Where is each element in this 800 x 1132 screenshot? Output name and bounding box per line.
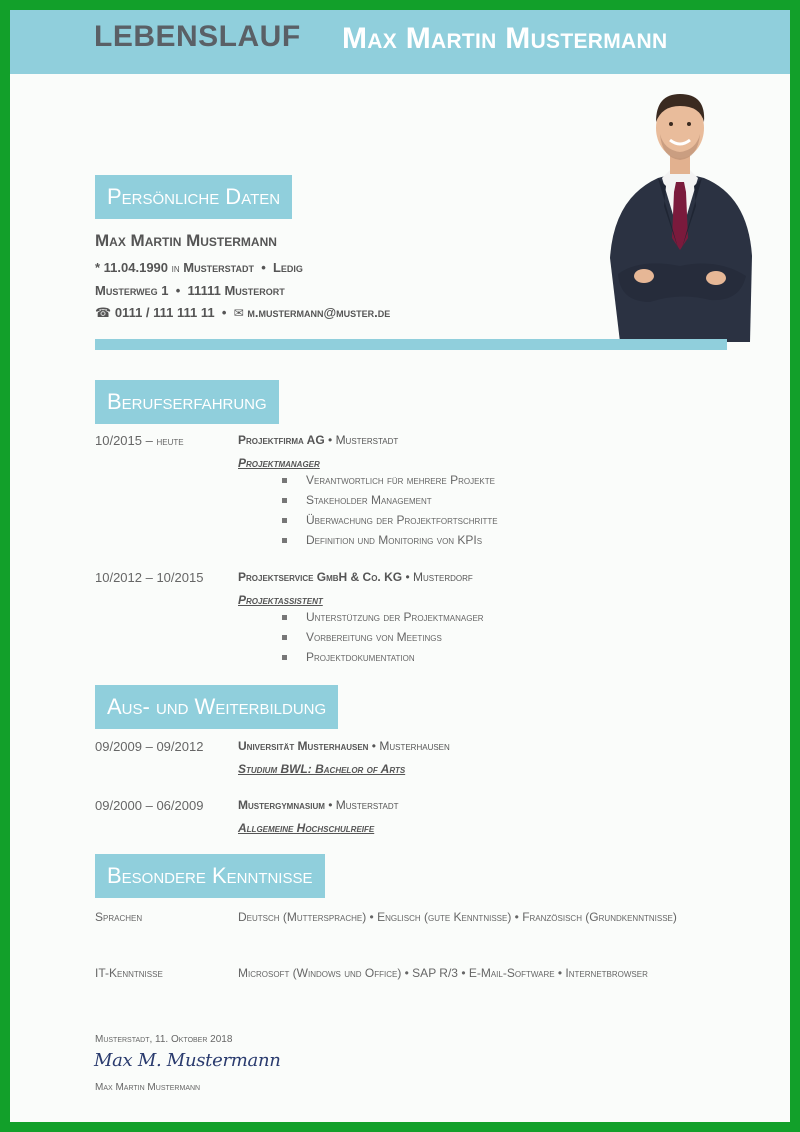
header-bar [10,10,790,74]
bullet-text: Projektdokumentation [306,650,415,664]
education-institution [238,798,399,812]
bullet-icon [282,615,287,620]
separator: • [221,305,227,320]
education-date: 09/2009 – 09/2012 [95,739,204,754]
email-link[interactable]: m.mustermann@muster.de [247,305,391,320]
section-heading-skills: Besondere Kenntnisse [95,854,325,898]
it-text: Microsoft (Windows und Office) • SAP R/3 • E-Mail-Software • Internetbrowser [238,966,648,980]
list-item [282,513,498,533]
experience-date [95,433,184,448]
section-heading-education: Aus- und Weiterbildung [95,685,338,729]
address-line [95,283,285,298]
handwritten-signature: Max M. Mustermann [94,1050,281,1071]
languages-label: Sprachen [95,910,143,924]
birth-in: in [171,261,180,275]
bullet-text: Überwachung der Projektfortschritte [306,513,498,527]
date-range: 10/2012 – 10/2015 [95,570,204,585]
institution-location: Musterstadt [335,798,399,812]
birth-line [95,260,303,275]
list-item [282,493,498,513]
experience-date [95,570,203,585]
education-degree: Studium BWL: Bachelor of Arts [238,762,406,776]
company-location: Musterdorf [413,570,473,584]
bullet-icon [282,518,287,523]
contact-line [95,305,390,321]
date-suffix: heute [156,434,184,448]
section-heading-personal: Persönliche Daten [95,175,292,219]
education-degree: Allgemeine Hochschulreife [238,821,375,835]
city: 11111 Musterort [187,283,285,298]
section-heading-experience: Berufserfahrung [95,380,279,424]
bullet-icon [282,635,287,640]
marital-status: Ledig [272,260,303,275]
separator: • [175,283,181,298]
experience-role: Projektassistent [238,593,323,607]
experience-company [238,570,473,584]
cv-page [10,10,790,1122]
list-item [282,533,498,553]
mail-icon: ✉ [233,306,244,320]
institution-location: Musterhausen [379,739,450,753]
list-item [282,630,484,650]
birth-date: * 11.04.1990 [95,260,169,275]
experience-company [238,433,398,447]
divider-rule [95,339,727,350]
education-date: 09/2000 – 06/2009 [95,798,204,813]
phone-number: 0111 / 111 111 11 [114,305,215,320]
separator: • [328,798,333,812]
company-name: Projektfirma AG [238,433,325,447]
institution-name: Mustergymnasium [238,798,325,812]
bullet-icon [282,498,287,503]
phone-icon: ☎ [95,305,112,320]
document-title: LEBENSLAUF [94,20,301,53]
experience-bullets [282,473,498,553]
separator: • [261,260,266,275]
date-range: 10/2015 – [95,433,153,448]
it-label: IT-Kenntnisse [95,966,163,980]
company-name: Projektservice GmbH & Co. KG [238,570,403,584]
languages-text: Deutsch (Muttersprache) • Englisch (gute Kenntnisse) • Französisch (Grundkenntnisse) [238,910,677,924]
separator: • [328,433,333,447]
company-location: Musterstadt [335,433,399,447]
bullet-text: Unterstützung der Projektmanager [306,610,484,624]
bullet-text: Verantwortlich für mehrere Projekte [306,473,495,487]
experience-bullets [282,610,484,670]
bullet-text: Definition und Monitoring von KPIs [306,533,483,547]
experience-role: Projektmanager [238,456,320,470]
bullet-icon [282,478,287,483]
street: Musterweg 1 [95,283,169,298]
list-item [282,650,484,670]
institution-name: Universität Musterhausen [238,739,369,753]
personal-name: Max Martin Mustermann [95,231,277,250]
separator: • [405,570,410,584]
profile-photo [600,88,760,342]
bullet-text: Vorbereitung von Meetings [306,630,442,644]
printed-name: Max Martin Mustermann [95,1082,201,1093]
list-item [282,473,498,493]
list-item [282,610,484,630]
bullet-text: Stakeholder Management [306,493,432,507]
place-date: Musterstadt, 11. Oktober 2018 [95,1034,233,1045]
separator: • [371,739,376,753]
bullet-icon [282,538,287,543]
header-name: Max Martin Mustermann [342,22,668,55]
education-institution [238,739,450,753]
bullet-icon [282,655,287,660]
birth-place: Musterstadt [183,260,254,275]
